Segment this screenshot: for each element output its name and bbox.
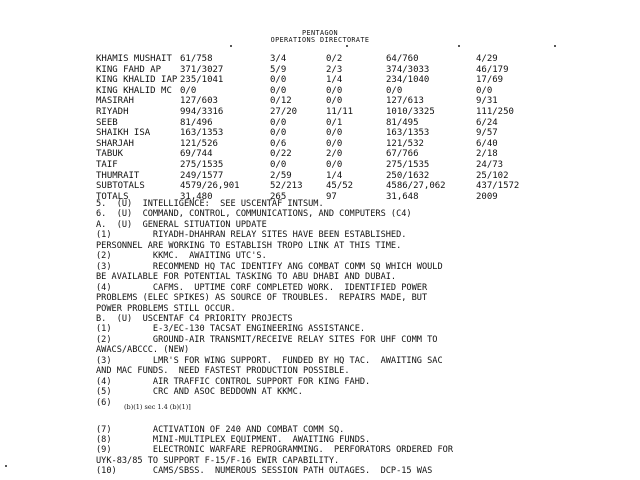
table-cell: 121/526 bbox=[180, 138, 218, 149]
table-cell: 0/0 bbox=[180, 85, 197, 96]
body-line: AWACS/ABCCC. (NEW) bbox=[96, 345, 190, 356]
table-cell: 25/102 bbox=[476, 170, 509, 181]
table-cell: 81/496 bbox=[180, 117, 213, 128]
base-name-cell: SUBTOTALS bbox=[96, 181, 145, 192]
table-cell: 0/0 bbox=[326, 160, 343, 170]
header-title: PENTAGON bbox=[302, 29, 338, 37]
scan-speck bbox=[230, 45, 232, 47]
table-cell: 61/758 bbox=[180, 54, 213, 64]
table-cell: 265 bbox=[270, 191, 287, 202]
table-cell: 67/766 bbox=[386, 149, 419, 160]
base-name-cell: SEEB bbox=[96, 117, 118, 128]
scan-speck bbox=[458, 45, 460, 47]
base-name-cell: KING FAHD AP bbox=[96, 64, 162, 75]
table-cell: 275/1535 bbox=[386, 160, 430, 170]
table-cell: 11/11 bbox=[326, 107, 354, 117]
body-line: A. (U) GENERAL SITUATION UPDATE bbox=[96, 219, 267, 230]
table-cell: 111/250 bbox=[476, 107, 514, 117]
table-cell: 24/73 bbox=[476, 160, 504, 170]
base-name-cell: RIYADH bbox=[96, 107, 129, 117]
base-name-cell: TABUK bbox=[96, 149, 124, 160]
redaction-note: (b)(1) sec 1.4 (b)(1)] bbox=[124, 403, 191, 411]
body-line: (1) E-3/EC-130 TACSAT ENGINEERING ASSISTANCE. bbox=[96, 324, 366, 335]
table-cell: 234/1040 bbox=[386, 75, 430, 86]
table-cell: 1/4 bbox=[326, 75, 343, 86]
base-name-cell: TOTALS bbox=[96, 191, 129, 202]
body-line: BE AVAILABLE FOR POTENTIAL TASKING TO ABU DHABI AND DUBAI. bbox=[96, 272, 397, 283]
body-line: (3) LMR'S FOR WING SUPPORT. FUNDED BY HQ TAC. AWAITING SAC bbox=[96, 355, 443, 366]
table-cell: 4579/26,901 bbox=[180, 181, 240, 192]
table-cell: 0/0 bbox=[270, 160, 287, 170]
base-name-cell: KING KHALID IAP bbox=[96, 75, 178, 86]
table-cell: 0/12 bbox=[270, 96, 292, 107]
table-cell: 0/22 bbox=[270, 149, 292, 160]
table-cell: 437/1572 bbox=[476, 181, 520, 192]
table-cell: 163/1353 bbox=[180, 128, 224, 139]
table-cell: 0/0 bbox=[326, 85, 343, 96]
table-cell: 250/1632 bbox=[386, 170, 430, 181]
body-line: (3) RECOMMEND HQ TAC IDENTIFY ANG COMBAT COMM SQ WHICH WOULD bbox=[96, 261, 443, 272]
table-cell: 52/213 bbox=[270, 181, 303, 192]
table-cell: 5/9 bbox=[270, 64, 287, 75]
body-line: (5) CRC AND ASOC BEDDOWN AT KKMC. bbox=[96, 387, 303, 398]
body-line: (7) ACTIVATION OF 240 AND COMBAT COMM SQ. bbox=[96, 425, 345, 435]
table-cell: 4/29 bbox=[476, 54, 498, 64]
table-cell: 235/1041 bbox=[180, 75, 224, 86]
body-line: (9) ELECTRONIC WARFARE REPROGRAMMING. PERFORATORS ORDERED FOR bbox=[96, 445, 453, 456]
body-line: POWER PROBLEMS STILL OCCUR. bbox=[96, 303, 236, 314]
base-name-cell: KHAMIS MUSHAIT bbox=[96, 54, 172, 64]
table-cell: 27/20 bbox=[270, 107, 298, 117]
table-cell: 994/3316 bbox=[180, 107, 224, 117]
table-cell: 0/1 bbox=[326, 117, 343, 128]
body-line: PERSONNEL ARE WORKING TO ESTABLISH TROPO LINK AT THIS TIME. bbox=[96, 240, 402, 251]
body-line: B. (U) USCENTAF C4 PRIORITY PROJECTS bbox=[96, 313, 293, 324]
body-line: AND MAC FUNDS. NEED FASTEST PRODUCTION POSSIBLE. bbox=[96, 366, 350, 377]
table-cell: 97 bbox=[326, 191, 337, 202]
table-cell: 275/1535 bbox=[180, 160, 224, 170]
body-line: (10) CAMS/SBSS. NUMEROUS SESSION PATH OUTAGES. DCP-15 WAS bbox=[96, 465, 433, 476]
body-line: PROBLEMS (ELEC SPIKES) AS SOURCE OF TROUBLES. REPAIRS MADE, BUT bbox=[96, 293, 428, 304]
table-cell: 6/24 bbox=[476, 117, 498, 128]
body-line: (4) AIR TRAFFIC CONTROL SUPPORT FOR KING FAHD. bbox=[96, 376, 371, 387]
table-cell: 9/31 bbox=[476, 96, 498, 107]
table-cell: 249/1577 bbox=[180, 170, 224, 181]
table-cell: 1/4 bbox=[326, 170, 343, 181]
body-line: (1) RIYADH-DHAHRAN RELAY SITES HAVE BEEN ESTABLISHED. bbox=[96, 230, 407, 241]
table-cell: 0/0 bbox=[270, 128, 287, 139]
table-cell: 4586/27,062 bbox=[386, 181, 446, 192]
table-cell: 0/0 bbox=[270, 75, 287, 86]
base-name-cell: THUMRAIT bbox=[96, 170, 140, 181]
table-cell: 2/3 bbox=[326, 64, 343, 75]
base-name-cell: KING KHALID MC bbox=[96, 85, 172, 96]
body-line: (8) MINI-MULTIPLEX EQUIPMENT. AWAITING FUNDS. bbox=[96, 435, 371, 446]
table-cell: 0/0 bbox=[326, 128, 343, 139]
header-subtitle: OPERATIONS DIRECTORATE bbox=[270, 36, 370, 44]
table-cell: 0/0 bbox=[476, 85, 493, 96]
table-cell: 81/495 bbox=[386, 117, 419, 128]
table-cell: 6/40 bbox=[476, 138, 498, 149]
table-cell: 31,648 bbox=[386, 191, 419, 202]
table-cell: 46/179 bbox=[476, 64, 509, 75]
table-cell: 0/6 bbox=[270, 138, 287, 149]
table-cell: 31,480 bbox=[180, 191, 213, 202]
table-cell: 2/0 bbox=[326, 149, 343, 160]
scan-speck bbox=[554, 45, 556, 47]
table-cell: 69/744 bbox=[180, 149, 213, 160]
body-line: (6) bbox=[96, 397, 112, 408]
table-cell: 17/69 bbox=[476, 75, 504, 86]
table-cell: 0/0 bbox=[270, 117, 287, 128]
table-cell: 1010/3325 bbox=[386, 107, 435, 117]
body-line: 6. (U) COMMAND, CONTROL, COMMUNICATIONS, AND COMPUTERS (C4) bbox=[96, 209, 412, 220]
table-cell: 0/2 bbox=[326, 54, 343, 64]
table-cell: 371/3027 bbox=[180, 64, 224, 75]
scan-speck bbox=[5, 465, 7, 467]
table-cell: 45/52 bbox=[326, 181, 354, 192]
table-cell: 3/4 bbox=[270, 54, 287, 64]
table-cell: 127/603 bbox=[180, 96, 218, 107]
table-cell: 9/57 bbox=[476, 128, 498, 139]
base-name-cell: SHARJAH bbox=[96, 138, 134, 149]
table-cell: 0/0 bbox=[386, 85, 403, 96]
table-cell: 0/0 bbox=[270, 85, 287, 96]
table-cell: 2009 bbox=[476, 191, 498, 202]
body-line: UYK-83/85 TO SUPPORT F-15/F-16 EWIR CAPABILITY. bbox=[96, 455, 340, 466]
table-cell: 2/18 bbox=[476, 149, 498, 160]
body-line: 5. (U) INTELLIGENCE: SEE USCENTAF INTSUM. bbox=[96, 199, 324, 209]
base-name-cell: MASIRAH bbox=[96, 96, 134, 107]
table-cell: 163/1353 bbox=[386, 128, 430, 139]
body-line: (2) KKMC. AWAITING UTC'S. bbox=[96, 251, 267, 262]
body-line: (2) GROUND-AIR TRANSMIT/RECEIVE RELAY SITES FOR UHF COMM TO bbox=[96, 334, 438, 345]
table-cell: 2/59 bbox=[270, 170, 292, 181]
table-cell: 0/0 bbox=[326, 138, 343, 149]
table-cell: 64/760 bbox=[386, 54, 419, 64]
table-cell: 374/3033 bbox=[386, 64, 430, 75]
base-name-cell: TAIF bbox=[96, 160, 118, 170]
table-cell: 0/0 bbox=[326, 96, 343, 107]
base-name-cell: SHAIKH ISA bbox=[96, 128, 151, 139]
scan-speck bbox=[346, 45, 348, 47]
table-cell: 127/613 bbox=[386, 96, 424, 107]
table-cell: 121/532 bbox=[386, 138, 424, 149]
body-line: (4) CAFMS. UPTIME CORF COMPLETED WORK. IDENTIFIED POWER bbox=[96, 282, 428, 293]
